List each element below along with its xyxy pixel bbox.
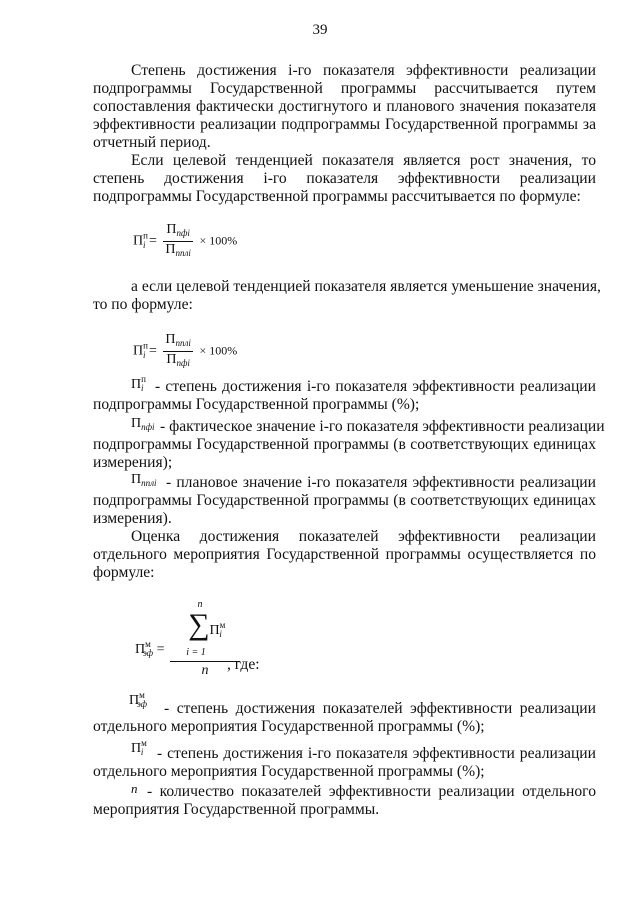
symbol-p-plan: $П_{пплi}$ [131,472,157,488]
text-line: мероприятия Государственной программы. [93,801,380,818]
text-line: - степень достижения показателей эффективности реализации [164,700,596,717]
text-line: подпрограммы Государственной программы (%); [93,396,420,413]
text-line: , где: [227,656,260,673]
text-line: Степень достижения i-го показателя эффективности реализации [131,62,596,79]
symbol-n: n [131,781,138,796]
text-line: отдельного мероприятия Государственной программы осуществляется по [93,546,596,563]
text-line: подпрограммы Государственной программы (в соответствующих единицах [93,492,596,509]
text-line: а если целевой тенденцией показателя является уменьшение значения, [131,278,601,295]
text-line: Если целевой тенденцией показателя является рост значения, то [131,152,596,169]
text-line: измерения); [93,454,173,471]
text-line: Оценка достижения показателей эффективности реализации [131,528,596,545]
symbol-p-m-i: $П^м_i$ [131,738,147,757]
symbol-p-i: $П^п_i$ [131,374,146,393]
formula-decrease: $П^п_i$ = $\frac{П_{пплi}}{П_{пфi}}$ × 100% [133,332,238,368]
text-line: формуле: [93,564,155,581]
text-line: эффективности реализации подпрограммы Государственной программы за [93,116,596,133]
formula-growth: $П^п_i$ = $\frac{П_{пфi}}{П_{пплi}}$ × 100% [133,222,238,258]
text-line: отдельного мероприятия Государственной программы (%); [93,763,485,780]
text-line: - степень достижения i-го показателя эффективности реализации [157,745,596,762]
formula-sum: $П^м_{эф}$ = n $\sum П^м_i$ i = 1 n [135,600,215,672]
text-line: - степень достижения i-го показателя эффективности реализации [155,378,596,395]
text-line: измерения). [93,510,172,527]
page-number: 39 [312,22,328,38]
text-line: - плановое значение i-го показателя эффективности реализации [166,474,596,491]
text-line: подпрограммы Государственной программы рассчитывается путем [93,80,596,97]
text-line: - количество показателей эффективности реализации отдельного [147,783,596,800]
symbol-p-m-ef: $П^м_{эф}$ [129,690,148,709]
text-line: подпрограммы Государственной программы рассчитывается по формуле: [93,188,581,205]
text-line: подпрограммы Государственной программы (в соответствующих единицах [93,436,596,453]
text-line: сопоставления фактически достигнутого и планового значения показателя [93,98,596,115]
text-line: степень достижения i-го показателя эффективности реализации [93,170,596,187]
text-line: - фактическое значение i-го показателя эффективности реализации [160,418,605,435]
text-line: то по формуле: [93,296,193,313]
text-line: отдельного мероприятия Государственной программы (%); [93,718,485,735]
text-line: отчетный период. [93,134,211,151]
symbol-p-fact: $П_{пфi}$ [131,416,155,432]
